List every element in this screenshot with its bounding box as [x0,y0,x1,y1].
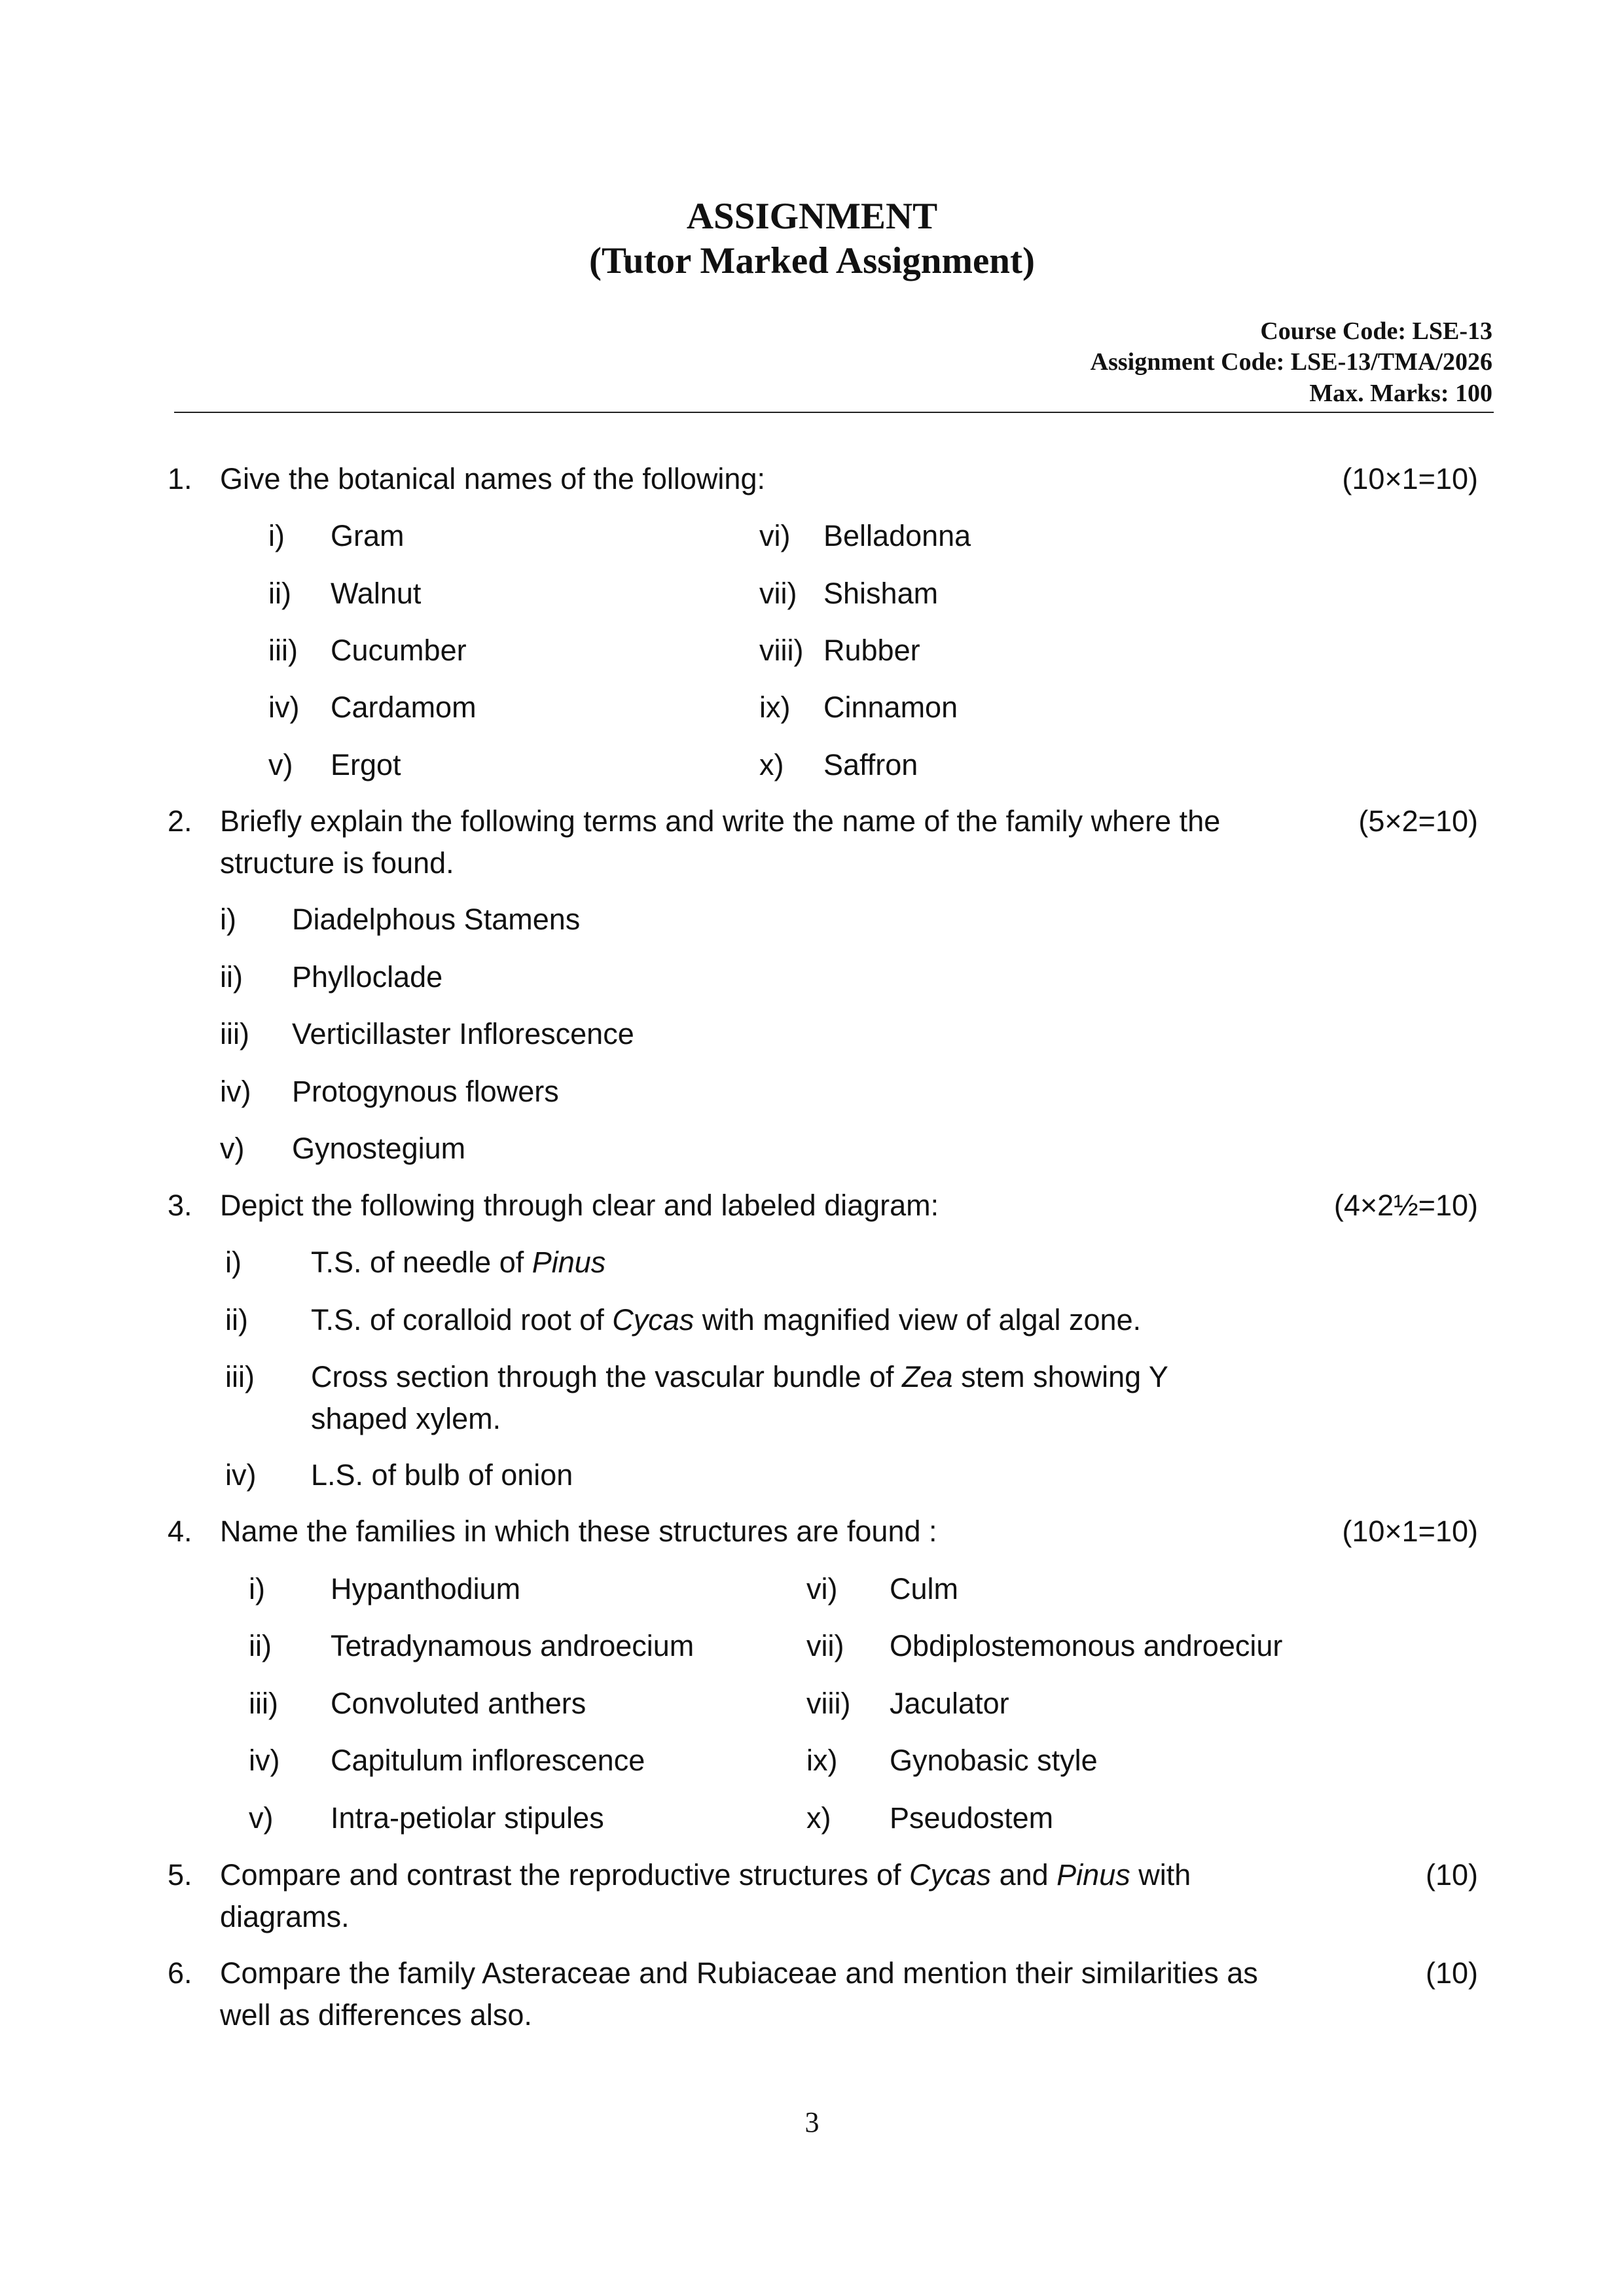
q2-item-text: Verticillaster Inflorescence [292,1017,634,1050]
q4-item-number: ii) [249,1629,272,1662]
q4-number: 4. [168,1515,192,1548]
q4-item-text: Culm [890,1572,959,1605]
document-title: ASSIGNMENT [686,196,938,237]
q1-text: Give the botanical names of the following: [220,462,765,495]
q5-text: Compare and contrast the reproductive structures of Cycas and Pinus with diagrams. [220,1858,1191,1933]
q3-item-text: T.S. of needle of Pinus [311,1246,606,1279]
q6-marks: (10) [1425,1956,1478,1990]
course-code: Course Code: LSE-13 [1260,317,1492,345]
q3-item-text: T.S. of coralloid root of Cycas with magnified view of algal zone. [311,1303,1142,1336]
q4-item-number: i) [249,1572,265,1605]
q2-marks: (5×2=10) [1358,804,1478,838]
q3-item-number: iv) [225,1458,257,1492]
document-subtitle: (Tutor Marked Assignment) [589,240,1035,281]
q3-item-text: L.S. of bulb of onion [311,1458,573,1492]
assignment-code: Assignment Code: LSE-13/TMA/2026 [1090,348,1492,376]
q1-item-number: ix) [759,691,791,724]
q3-item-number: ii) [225,1303,248,1336]
q1-item-number: viii) [759,634,804,667]
q4-item-number: iv) [249,1744,280,1777]
q4-item-number: x) [806,1801,831,1835]
q4-item-text: Pseudostem [890,1801,1054,1835]
q2-item-text: Phylloclade [292,960,443,994]
q2-item-text: Protogynous flowers [292,1075,559,1108]
q4-item-text: Obdiplostemonous androeciur [890,1629,1283,1662]
q4-item-number: iii) [249,1687,278,1720]
q2-item-number: iv) [220,1075,251,1108]
q1-item-number: iv) [268,691,300,724]
q1-item-number: vii) [759,577,797,610]
q4-item-text: Hypanthodium [331,1572,521,1605]
q2-item-text: Gynostegium [292,1132,466,1165]
q2-item-text: Diadelphous Stamens [292,903,581,936]
q3-item-text: Cross section through the vascular bundle of Zea stem showing Y shaped xylem. [311,1360,1168,1435]
q3-marks: (4×2½=10) [1333,1189,1478,1222]
q3-item-number: iii) [225,1360,255,1393]
q4-item-text: Jaculator [890,1687,1009,1720]
q4-item-number: vii) [806,1629,844,1662]
q2-item-number: iii) [220,1017,249,1050]
q4-item-text: Gynobasic style [890,1744,1098,1777]
q1-item-text: Cardamom [331,691,477,724]
q6-number: 6. [168,1956,192,1990]
header-divider [174,412,1494,413]
q1-item-text: Ergot [331,748,401,781]
q5-marks: (10) [1425,1858,1478,1892]
q1-item-text: Cucumber [331,634,467,667]
q1-item-text: Shisham [823,577,939,610]
q2-item-number: i) [220,903,236,936]
q1-item-number: ii) [268,577,291,610]
q1-marks: (10×1=10) [1342,462,1478,495]
q3-item-number: i) [225,1246,242,1279]
q4-item-text: Capitulum inflorescence [331,1744,645,1777]
q1-item-number: iii) [268,634,298,667]
q1-number: 1. [168,462,192,495]
q2-text: Briefly explain the following terms and write the name of the family where the structure is found. [220,804,1221,880]
q1-item-text: Cinnamon [823,691,958,724]
q6-text: Compare the family Asteraceae and Rubiaceae and mention their similarities as well as differences also. [220,1956,1258,2032]
q1-item-text: Belladonna [823,519,971,552]
q4-item-number: ix) [806,1744,838,1777]
q1-item-text: Saffron [823,748,918,781]
q3-text: Depict the following through clear and labeled diagram: [220,1189,939,1222]
q4-text: Name the families in which these structures are found : [220,1515,937,1548]
q5-number: 5. [168,1858,192,1892]
q4-item-number: v) [249,1801,274,1835]
q4-marks: (10×1=10) [1342,1515,1478,1548]
q1-item-text: Gram [331,519,405,552]
page-number: 3 [804,2106,820,2138]
q2-item-number: v) [220,1132,245,1165]
q4-item-text: Tetradynamous androecium [331,1629,695,1662]
q4-item-number: viii) [806,1687,851,1720]
q4-item-number: vi) [806,1572,838,1605]
q1-item-number: v) [268,748,293,781]
q3-number: 3. [168,1189,192,1222]
q1-item-text: Walnut [331,577,422,610]
q1-item-number: vi) [759,519,791,552]
q2-item-number: ii) [220,960,243,994]
q2-number: 2. [168,804,192,838]
max-marks: Max. Marks: 100 [1309,380,1492,407]
q1-item-text: Rubber [823,634,920,667]
q4-item-text: Intra-petiolar stipules [331,1801,604,1835]
q4-item-text: Convoluted anthers [331,1687,586,1720]
q1-item-number: i) [268,519,285,552]
q1-item-number: x) [759,748,784,781]
